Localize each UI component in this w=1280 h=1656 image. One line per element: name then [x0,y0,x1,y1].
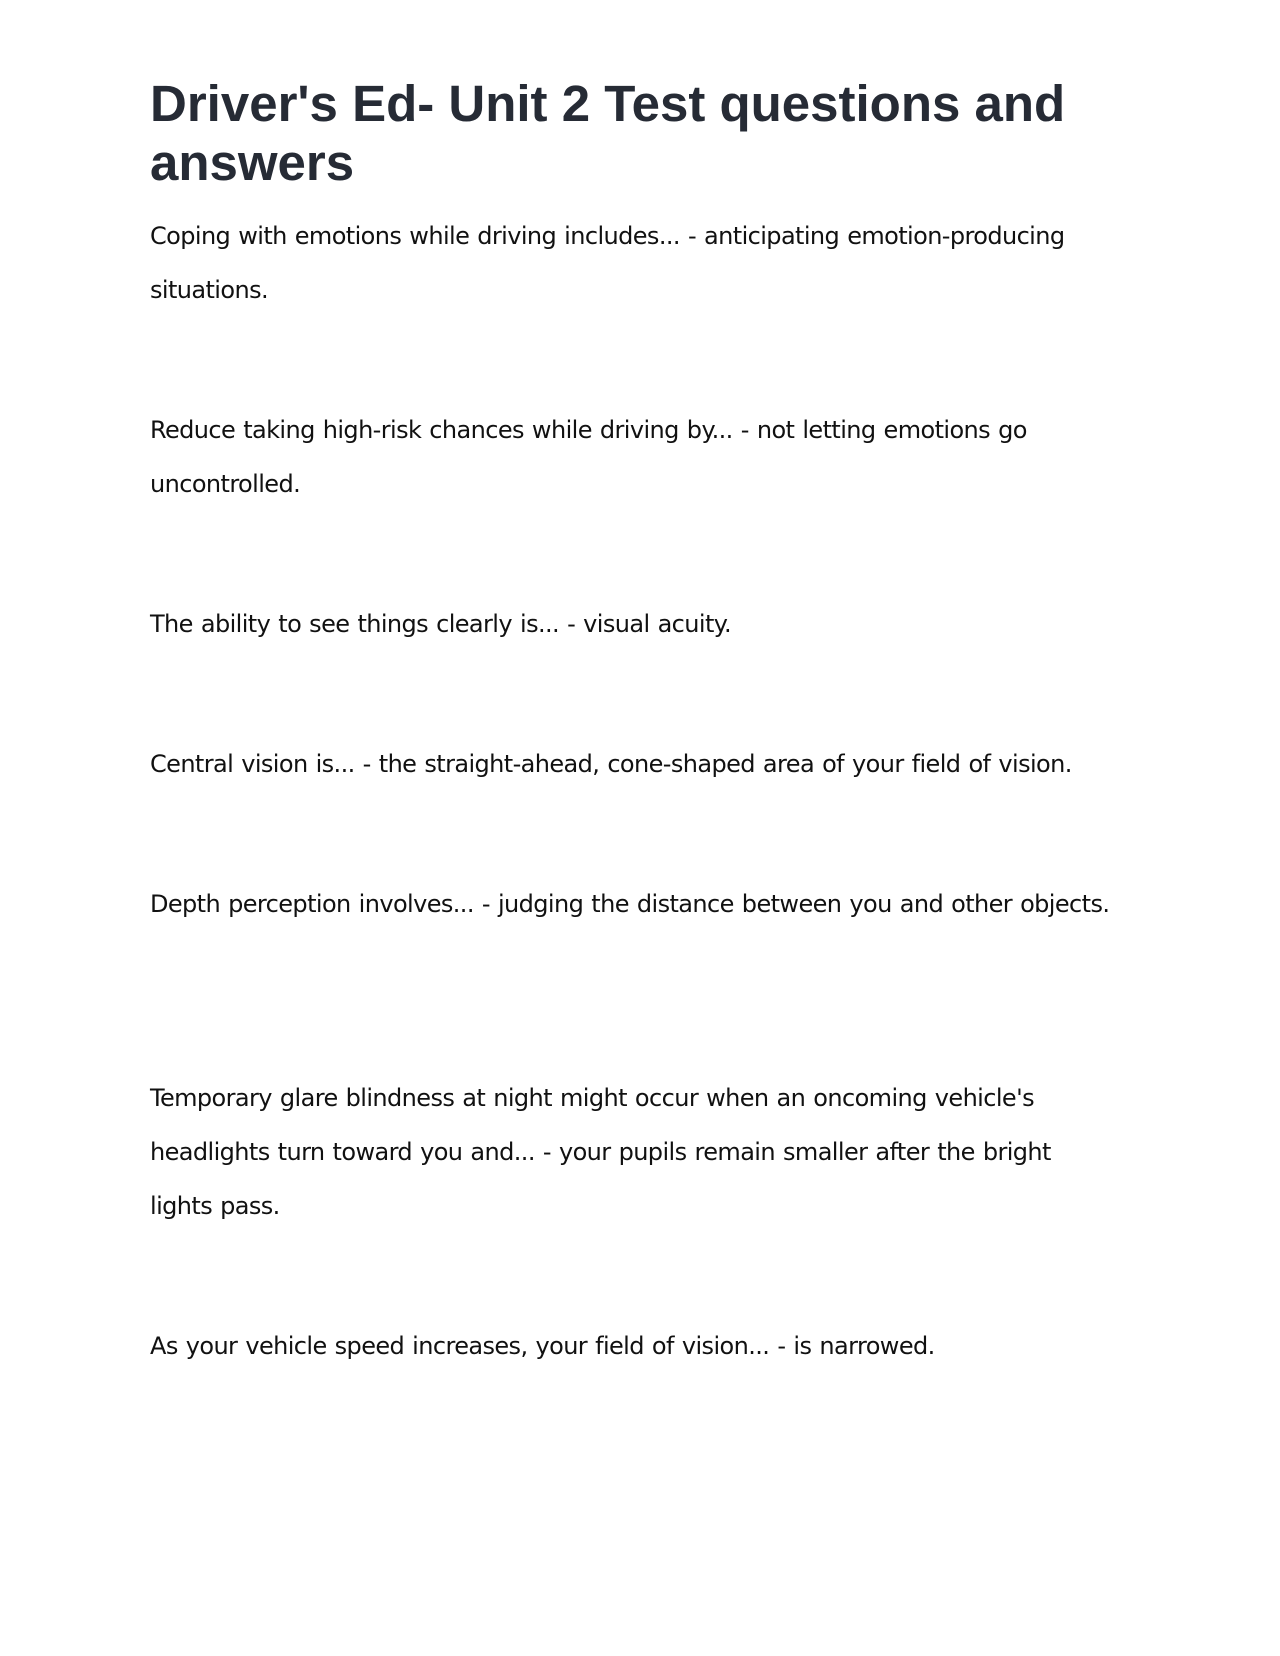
qa-item-central-vision: Central vision is... - the straight-ahead, cone-shaped area of your field of vision. [150,750,1072,778]
qa-item-visual-acuity: The ability to see things clearly is... - visual acuity. [150,610,731,638]
qa-item-high-risk: Reduce taking high-risk chances while driving by... - not letting emotions go uncontrolled. [150,416,1027,498]
qa-item-emotions: Coping with emotions while driving includes... - anticipating emotion-producing situations. [150,222,1065,304]
qa-item-field-of-vision: As your vehicle speed increases, your field of vision... - is narrowed. [150,1332,935,1360]
qa-item-depth-perception: Depth perception involves... - judging the distance between you and other objects. [150,890,1110,918]
document-title: Driver's Ed- Unit 2 Test questions and answers [150,75,1066,191]
qa-item-glare-blindness: Temporary glare blindness at night might occur when an oncoming vehicle's headlights turn toward you and... - your pupils remain smaller after the bright lights pass. [150,1084,1051,1220]
